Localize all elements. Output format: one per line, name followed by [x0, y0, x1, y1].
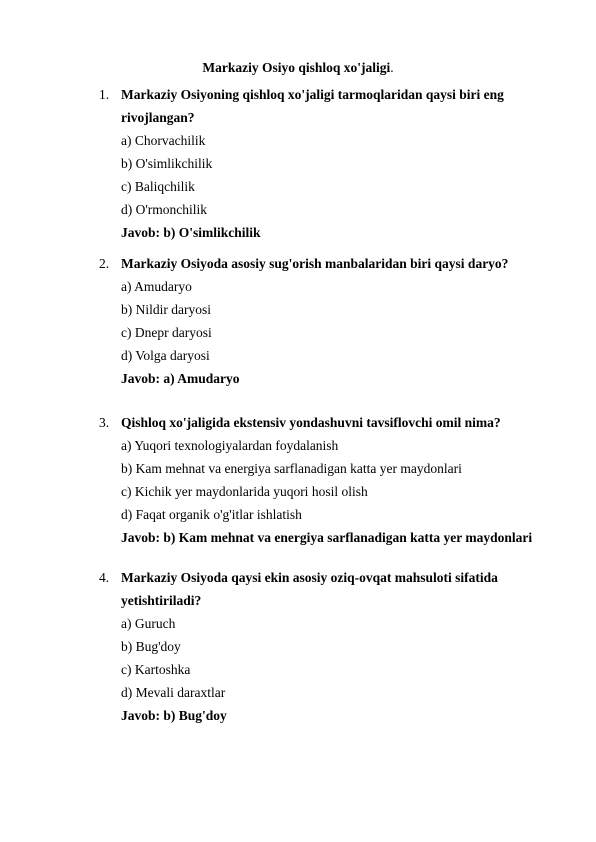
- document-title: [0, 60, 596, 76]
- option-a: a) Guruch: [121, 616, 176, 631]
- question-number: 1.: [99, 87, 110, 102]
- answer: Javob: a) Amudaryo: [121, 371, 240, 386]
- question-header: [0, 566, 596, 612]
- question-number: 3.: [99, 415, 110, 430]
- question-number: 4.: [99, 570, 110, 585]
- document-title-dot: .: [390, 60, 394, 75]
- option-a: a) Yuqori texnologiyalardan foydalanish: [121, 438, 339, 453]
- option-b: b) O'simlikchilik: [121, 156, 213, 171]
- answer: Javob: b) O'simlikchilik: [121, 225, 261, 240]
- option-c: c) Kartoshka: [121, 662, 191, 677]
- question-1: [0, 83, 596, 244]
- option-b: b) Kam mehnat va energiya sarflanadigan katta yer maydonlari: [121, 461, 462, 476]
- option-c: c) Kichik yer maydonlarida yuqori hosil olish: [121, 484, 368, 499]
- option-b: b) Bug'doy: [121, 639, 181, 654]
- question-number: 2.: [99, 256, 110, 271]
- question-header: [0, 83, 596, 129]
- answer: Javob: b) Kam mehnat va energiya sarflanadigan katta yer maydonlari: [121, 530, 533, 545]
- option-b: b) Nildir daryosi: [121, 302, 211, 317]
- option-d: d) Faqat organik o'g'itlar ishlatish: [121, 507, 302, 522]
- question-text: Markaziy Osiyoning qishloq xo'jaligi tarmoqlaridan qaysi biri eng rivojlangan?: [121, 87, 504, 125]
- option-a: a) Chorvachilik: [121, 133, 206, 148]
- question-2: [0, 252, 596, 390]
- question-text: Markaziy Osiyoda asosiy sug'orish manbalaridan biri qaysi daryo?: [121, 256, 509, 271]
- option-d: d) O'rmonchilik: [121, 202, 208, 217]
- document-title-text: Markaziy Osiyo qishloq xo'jaligi: [202, 60, 391, 75]
- option-c: c) Baliqchilik: [121, 179, 195, 194]
- question-header: [0, 411, 596, 434]
- question-text: Markaziy Osiyoda qaysi ekin asosiy oziq-ovqat mahsuloti sifatida yetishtiriladi?: [121, 570, 498, 608]
- question-header: [0, 252, 596, 275]
- option-a: a) Amudaryo: [121, 279, 192, 294]
- option-d: d) Volga daryosi: [121, 348, 210, 363]
- option-c: c) Dnepr daryosi: [121, 325, 212, 340]
- answer: Javob: b) Bug'doy: [121, 708, 227, 723]
- question-text: Qishloq xo'jaligida ekstensiv yondashuvni tavsiflovchi omil nima?: [121, 415, 501, 430]
- option-d: d) Mevali daraxtlar: [121, 685, 226, 700]
- question-3: [0, 411, 596, 549]
- question-4: [0, 566, 596, 727]
